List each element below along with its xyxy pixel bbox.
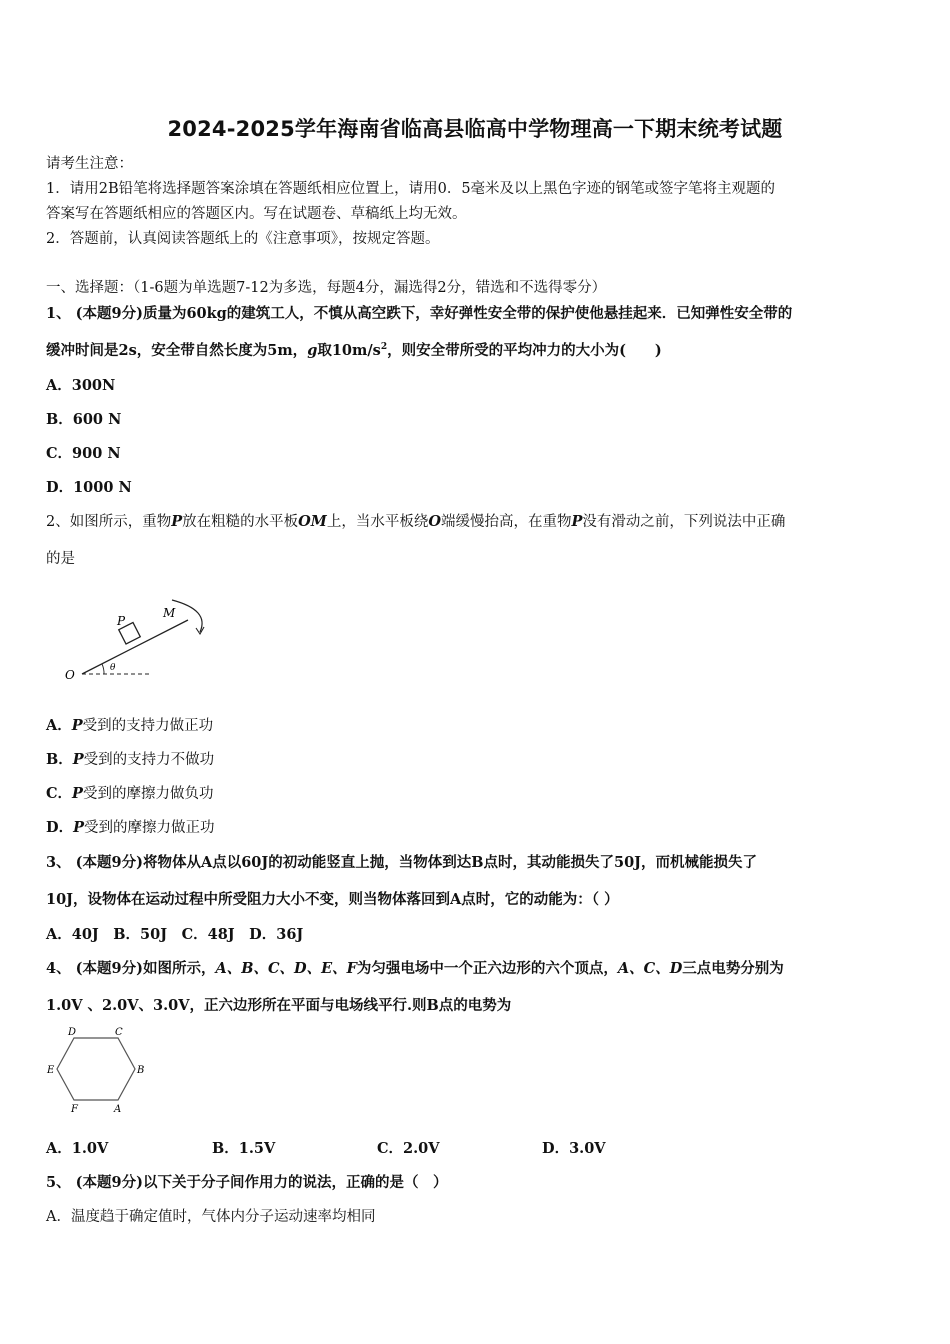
notice-line-3: 2．答题前，认真阅读答题纸上的《注意事项》，按规定答题。 bbox=[46, 231, 440, 247]
q2-text-b: 放在粗糙的水平板 bbox=[182, 514, 299, 530]
vertex-d: D bbox=[68, 1027, 77, 1038]
q3-options: A．40J B．50J C．48J D．36J bbox=[46, 926, 304, 943]
q4-text-a: 4、 (本题9分)如图所示， bbox=[46, 960, 216, 977]
hexagon bbox=[57, 1038, 135, 1100]
q4-option-a: A．1.0V bbox=[46, 1140, 109, 1157]
q1-text-b: 取10m/s bbox=[317, 342, 381, 359]
vertex-f: F bbox=[71, 1104, 78, 1115]
q1-text-c: ，则安全带所受的平均冲力的大小为( ) bbox=[387, 342, 662, 359]
vertex-c: C bbox=[115, 1027, 123, 1038]
q1-option-d: D．1000 N bbox=[46, 479, 132, 496]
q4-option-c: C．2.0V bbox=[377, 1140, 440, 1157]
q2-symbol-o: O bbox=[428, 513, 441, 530]
q2-option-b-letter: B． bbox=[46, 751, 73, 768]
q1-option-c: C．900 N bbox=[46, 445, 121, 462]
q2-line-1 bbox=[46, 510, 785, 531]
q2-option-d bbox=[46, 816, 214, 837]
q4-hexagon-figure bbox=[44, 1024, 154, 1119]
section-heading: 一、选择题：（1-6题为单选题7-12为多选，每题4分，漏选得2分，错选和不选得零分） bbox=[46, 280, 607, 296]
q2-incline-figure bbox=[60, 590, 220, 685]
q2-line-2: 的是 bbox=[46, 551, 75, 567]
q2-symbol-om: OM bbox=[298, 513, 327, 530]
notice-line-1: 1．请用2B铅笔将选择题答案涂填在答题纸相应位置上，请用0．5毫米及以上黑色字迹的钢笔或签字笔将主观题的 bbox=[46, 181, 776, 197]
q1-line-2 bbox=[46, 339, 662, 360]
q2-text-e: 没有滑动之前，下列说法中正确 bbox=[582, 514, 786, 530]
q2-text-c: 上，当水平板绕 bbox=[326, 514, 429, 530]
q3-line-1: 3、 (本题9分)将物体从A点以60J的初动能竖直上抛，当物体到达B点时，其动能损失了50J，而机械能损失了 bbox=[46, 854, 758, 871]
label-o: O bbox=[65, 668, 75, 682]
q2-option-d-letter: D． bbox=[46, 819, 74, 836]
q2-option-c-symbol: P bbox=[72, 785, 83, 802]
q2-text-a: 2、如图所示，重物 bbox=[46, 514, 172, 530]
q2-option-a-letter: A． bbox=[46, 717, 72, 734]
label-theta: θ bbox=[110, 663, 116, 673]
q3-line-2: 10J，设物体在运动过程中所受阻力大小不变，则当物体落回到A点时，它的动能为：（ ） bbox=[46, 891, 619, 908]
vertex-a: A bbox=[114, 1104, 122, 1115]
q4-option-b: B．1.5V bbox=[212, 1140, 276, 1157]
notice-line-2: 答案写在答题纸相应的答题区内。写在试题卷、草稿纸上均无效。 bbox=[46, 206, 467, 222]
q2-option-a-symbol: P bbox=[71, 717, 83, 734]
page-title: 2024-2025学年海南省临高县临高中学物理高一下期末统考试题 bbox=[167, 117, 783, 141]
notice-heading: 请考生注意： bbox=[46, 156, 133, 172]
q2-option-c-text: 受到的摩擦力做负功 bbox=[82, 786, 214, 802]
q1-option-b: B．600 N bbox=[46, 411, 122, 428]
q4-vertices: A、B、C、D、E、F bbox=[215, 960, 357, 977]
vertex-e: E bbox=[47, 1065, 55, 1076]
q2-option-d-text: 受到的摩擦力做正功 bbox=[83, 820, 215, 836]
rotation-arrow bbox=[172, 600, 202, 632]
q2-option-c-letter: C． bbox=[46, 785, 73, 802]
q2-symbol-p: P bbox=[171, 513, 183, 530]
label-p: P bbox=[117, 614, 126, 628]
q5-line-1: 5、 (本题9分)以下关于分子间作用力的说法，正确的是（ ） bbox=[46, 1174, 448, 1191]
q4-option-d: D．3.0V bbox=[542, 1140, 606, 1157]
q4-line-1 bbox=[46, 957, 784, 978]
q2-option-d-symbol: P bbox=[73, 819, 84, 836]
q2-option-a-text: 受到的支持力做正功 bbox=[82, 718, 214, 734]
q1-option-a: A．300N bbox=[46, 377, 116, 394]
angle-arc bbox=[102, 664, 104, 674]
vertex-b: B bbox=[137, 1065, 145, 1076]
q2-option-c bbox=[46, 782, 213, 803]
q2-symbol-p-2: P bbox=[571, 513, 583, 530]
q4-line-2: 1.0V 、2.0V、3.0V，正六边形所在平面与电场线平行.则B点的电势为 bbox=[46, 997, 512, 1014]
q4-text-b: 为匀强电场中一个正六边形的六个顶点， bbox=[356, 960, 618, 977]
q2-option-b-symbol: P bbox=[72, 751, 84, 768]
q2-option-a bbox=[46, 714, 213, 735]
q1-line-1: 1、 (本题9分)质量为60kg的建筑工人，不慎从高空跌下，幸好弹性安全带的保护使他悬挂起来．已知弹性安全带的 bbox=[46, 305, 793, 322]
label-m: M bbox=[163, 606, 176, 620]
q2-option-b-text: 受到的支持力不做功 bbox=[83, 752, 215, 768]
q1-superscript: 2 bbox=[380, 342, 388, 353]
q4-three-points: A、C、D bbox=[617, 960, 683, 977]
q4-text-c: 三点电势分别为 bbox=[682, 960, 784, 977]
q1-symbol-g: g bbox=[307, 342, 318, 359]
q5-option-a: A．温度趋于确定值时，气体内分子运动速率均相同 bbox=[46, 1209, 376, 1225]
q2-text-d: 端缓慢抬高，在重物 bbox=[440, 514, 572, 530]
q2-option-b bbox=[46, 748, 214, 769]
q1-text-a: 缓冲时间是2s，安全带自然长度为5m， bbox=[46, 342, 308, 359]
